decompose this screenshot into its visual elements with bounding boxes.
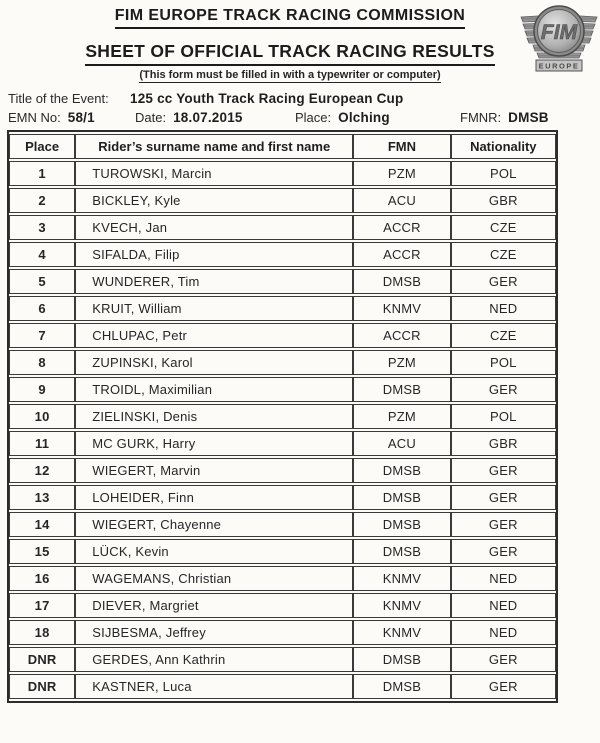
table-row (9, 593, 556, 618)
rider-name-cell: DIEVER, Margriet (75, 593, 353, 618)
fim-europe-logo (519, 3, 599, 75)
place-cell: 14 (9, 512, 75, 537)
table-row (9, 188, 556, 213)
rider-name-cell: TROIDL, Maximilian (75, 377, 353, 402)
nationality-cell: NED (451, 620, 556, 645)
rider-name-cell: SIJBESMA, Jeffrey (75, 620, 353, 645)
rider-name-cell: SIFALDA, Filip (75, 242, 353, 267)
place-cell: 8 (9, 350, 75, 375)
event-title-value: 125 cc Youth Track Racing European Cup (130, 91, 404, 106)
emn-label: EMN No: (8, 110, 61, 125)
nationality-cell: GER (451, 647, 556, 672)
date-label: Date: (135, 110, 167, 125)
fmnr-value: DMSB (508, 110, 549, 125)
nationality-cell: GER (451, 458, 556, 483)
table-row (9, 620, 556, 645)
fmn-cell: PZM (353, 404, 450, 429)
place-field (295, 110, 460, 125)
rider-name-cell: MC GURK, Harry (75, 431, 353, 456)
table-row (9, 242, 556, 267)
table-row (9, 458, 556, 483)
nationality-cell: GER (451, 269, 556, 294)
table-row (9, 647, 556, 672)
fmn-cell: ACU (353, 431, 450, 456)
place-cell: 15 (9, 539, 75, 564)
fmn-cell: KNMV (353, 296, 450, 321)
emn-field (8, 110, 135, 125)
place-cell: DNR (9, 647, 75, 672)
fmn-cell: DMSB (353, 377, 450, 402)
place-cell: 11 (9, 431, 75, 456)
table-header-row (9, 134, 556, 159)
nationality-cell: CZE (451, 242, 556, 267)
rider-name-cell: KRUIT, William (75, 296, 353, 321)
nationality-cell: GER (451, 377, 556, 402)
fmn-cell: DMSB (353, 674, 450, 699)
rider-name-cell: KVECH, Jan (75, 215, 353, 240)
fmn-cell: DMSB (353, 647, 450, 672)
nationality-cell: GBR (451, 431, 556, 456)
fmn-cell: ACCR (353, 242, 450, 267)
header-fmn: FMN (353, 134, 450, 159)
place-cell: 6 (9, 296, 75, 321)
table-row (9, 485, 556, 510)
date-field (135, 110, 295, 125)
fmn-cell: KNMV (353, 620, 450, 645)
fmn-cell: ACCR (353, 323, 450, 348)
place-cell: 17 (9, 593, 75, 618)
logo-medallion (534, 6, 584, 56)
nationality-cell: GER (451, 512, 556, 537)
rider-name-cell: LÜCK, Kevin (75, 539, 353, 564)
fmnr-label: FMNR: (460, 110, 502, 125)
nationality-cell: CZE (451, 323, 556, 348)
place-cell: 9 (9, 377, 75, 402)
rider-name-cell: CHLUPAC, Petr (75, 323, 353, 348)
rider-name-cell: KASTNER, Luca (75, 674, 353, 699)
place-cell: 18 (9, 620, 75, 645)
table-row (9, 269, 556, 294)
rider-name-cell: LOHEIDER, Finn (75, 485, 353, 510)
header-rider: Rider’s surname name and first name (75, 134, 353, 159)
fmn-cell: KNMV (353, 566, 450, 591)
rider-name-cell: TUROWSKI, Marcin (75, 161, 353, 186)
sheet-title: SHEET OF OFFICIAL TRACK RACING RESULTS (85, 41, 494, 66)
place-cell: 2 (9, 188, 75, 213)
table-row (9, 404, 556, 429)
rider-name-cell: WAGEMANS, Christian (75, 566, 353, 591)
table-row (9, 296, 556, 321)
fmnr-field (460, 110, 592, 125)
event-info (0, 91, 600, 128)
header-nationality: Nationality (451, 134, 556, 159)
emn-value: 58/1 (67, 110, 95, 125)
place-cell: 7 (9, 323, 75, 348)
table-row (9, 431, 556, 456)
logo-banner (536, 60, 582, 71)
nationality-cell: GER (451, 674, 556, 699)
date-value: 18.07.2015 (173, 110, 243, 125)
fmn-cell: ACU (353, 188, 450, 213)
table-row (9, 512, 556, 537)
logo-europe-text: EUROPE (538, 61, 580, 71)
place-cell: 1 (9, 161, 75, 186)
rider-name-cell: ZIELINSKI, Denis (75, 404, 353, 429)
rider-name-cell: WIEGERT, Marvin (75, 458, 353, 483)
place-cell: 13 (9, 485, 75, 510)
place-value: Olching (338, 110, 390, 125)
place-cell: 4 (9, 242, 75, 267)
place-cell: 16 (9, 566, 75, 591)
rider-name-cell: WIEGERT, Chayenne (75, 512, 353, 537)
fmn-cell: DMSB (353, 485, 450, 510)
nationality-cell: NED (451, 566, 556, 591)
table-row (9, 161, 556, 186)
nationality-cell: GBR (451, 188, 556, 213)
table-row (9, 377, 556, 402)
fmn-cell: DMSB (353, 458, 450, 483)
fim-europe-logo-graphic (519, 3, 599, 75)
title-block (0, 7, 600, 83)
rider-name-cell: ZUPINSKI, Karol (75, 350, 353, 375)
nationality-cell: NED (451, 593, 556, 618)
nationality-cell: NED (451, 296, 556, 321)
table-row (9, 215, 556, 240)
nationality-cell: POL (451, 404, 556, 429)
fmn-cell: PZM (353, 350, 450, 375)
event-title-label: Title of the Event: (8, 91, 109, 106)
logo-fim-text: FIM (540, 21, 578, 44)
fmn-cell: DMSB (353, 539, 450, 564)
fmn-cell: ACCR (353, 215, 450, 240)
table-row (9, 350, 556, 375)
fmn-cell: DMSB (353, 512, 450, 537)
place-cell: 3 (9, 215, 75, 240)
form-instruction: (This form must be filled in with a typewriter or computer) (139, 69, 441, 81)
nationality-cell: CZE (451, 215, 556, 240)
table-row (9, 566, 556, 591)
fmn-cell: KNMV (353, 593, 450, 618)
place-cell: 12 (9, 458, 75, 483)
fmn-cell: DMSB (353, 269, 450, 294)
nationality-cell: GER (451, 539, 556, 564)
rider-name-cell: GERDES, Ann Kathrin (75, 647, 353, 672)
place-label: Place: (295, 110, 332, 125)
results-body (9, 161, 556, 699)
place-cell: 10 (9, 404, 75, 429)
place-cell: DNR (9, 674, 75, 699)
header-place: Place (9, 134, 75, 159)
table-row (9, 539, 556, 564)
table-row (9, 674, 556, 699)
rider-name-cell: WUNDERER, Tim (75, 269, 353, 294)
rider-name-cell: BICKLEY, Kyle (75, 188, 353, 213)
nationality-cell: GER (451, 485, 556, 510)
event-meta-line (8, 110, 592, 128)
nationality-cell: POL (451, 161, 556, 186)
event-title-line (8, 91, 592, 109)
document-header (0, 0, 600, 83)
commission-title: FIM EUROPE TRACK RACING COMMISSION (115, 7, 466, 29)
fmn-cell: PZM (353, 161, 450, 186)
place-cell: 5 (9, 269, 75, 294)
nationality-cell: POL (451, 350, 556, 375)
results-table (7, 130, 558, 703)
table-row (9, 323, 556, 348)
